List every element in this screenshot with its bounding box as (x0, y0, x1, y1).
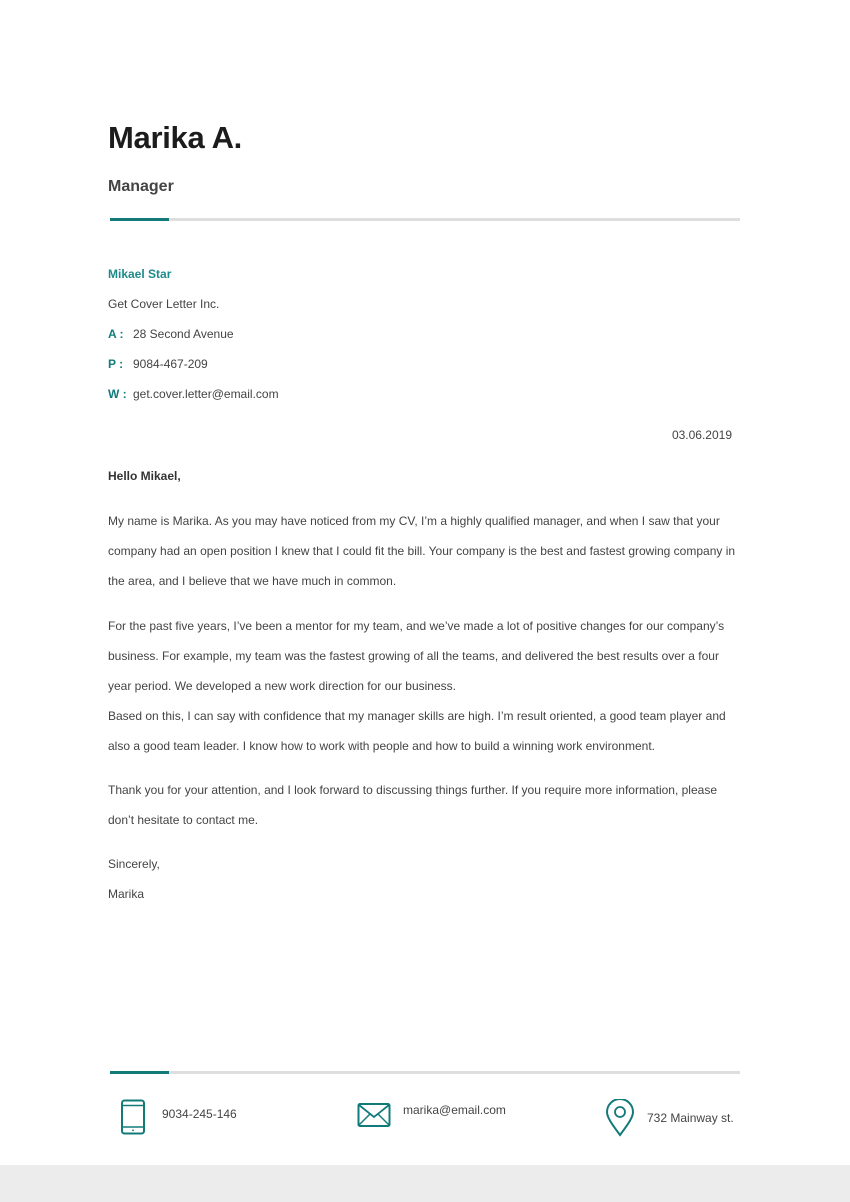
location-pin-icon (605, 1099, 635, 1137)
recipient-phone-row (108, 357, 208, 371)
footer-email-text[interactable]: marika@email.com (403, 1103, 506, 1117)
letter-date: 03.06.2019 (671, 428, 732, 442)
recipient-address: 28 Second Avenue (133, 327, 234, 341)
footer-address (605, 1099, 734, 1137)
applicant-name: Marika A. (108, 120, 242, 155)
body-paragraph: My name is Marika. As you may have noticed from my CV, I’m a highly qualified manager, and when I saw that your company had an open position I knew that I could fit the bill. Your company is the best and fastest growing company in the area, and I believe that we have much in common. (108, 514, 736, 588)
recipient-name: Mikael Star (108, 267, 172, 281)
salutation: Hello Mikael, (108, 469, 181, 483)
address-key: A : (108, 327, 124, 341)
closing: Sincerely, (108, 857, 160, 871)
applicant-role: Manager (108, 178, 174, 195)
viewer-bottom-bar (0, 1165, 850, 1202)
signature: Marika (108, 887, 145, 901)
body-paragraph: Thank you for your attention, and I look forward to discussing things further. If you require more information, please don’t hesitate to contact me. (108, 783, 717, 827)
recipient-email[interactable]: get.cover.letter@email.com (133, 387, 279, 401)
recipient-address-row (108, 327, 234, 341)
recipient-email-row (108, 387, 279, 401)
footer-phone (118, 1099, 237, 1135)
body-paragraph: Based on this, I can say with confidence that my manager skills are high. I’m result oriented, a good team player and also a good team leader. I know how to work with people and how to build a winning work environment. (108, 709, 726, 753)
footer-email (357, 1102, 506, 1128)
footer-phone-text: 9034-245-146 (162, 1107, 237, 1121)
footer-address-text: 732 Mainway st. (647, 1111, 734, 1125)
header-divider (110, 218, 740, 221)
footer-divider-accent (110, 1071, 169, 1074)
footer-divider (110, 1071, 740, 1074)
envelope-icon (357, 1102, 391, 1128)
recipient-company: Get Cover Letter Inc. (108, 297, 220, 311)
header-divider-accent (110, 218, 169, 221)
recipient-phone: 9084-467-209 (133, 357, 208, 371)
phone-icon (118, 1099, 148, 1135)
phone-key: P : (108, 357, 124, 371)
web-key: W : (108, 387, 127, 401)
body-paragraph: For the past five years, I’ve been a mentor for my team, and we’ve made a lot of positive changes for our company’s business. For example, my team was the fastest growing of all the teams, and delivered the best results over a four year period. We developed a new work direction for our business. (108, 619, 725, 693)
